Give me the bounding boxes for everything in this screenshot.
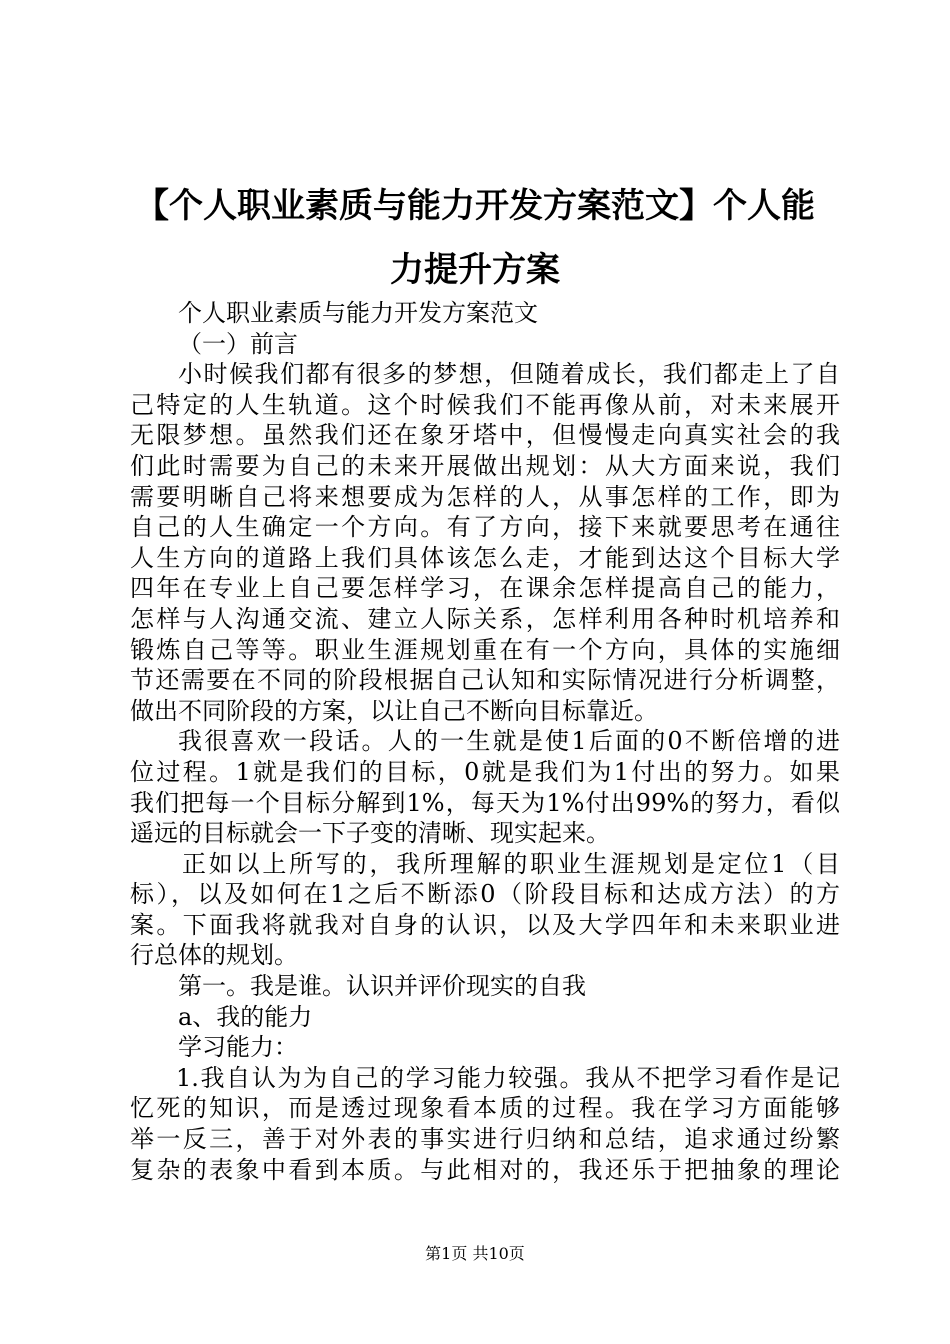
document-title-line-2: 力提升方案 xyxy=(390,250,560,290)
paragraph-line: 锻炼自己等等。职业生涯规划重在有一个方向，具体的实施细 xyxy=(130,635,840,664)
paragraph-line: 做出不同阶段的方案，以让自己不断向目标靠近。 xyxy=(130,696,658,725)
paragraph-line: 举一反三，善于对外表的事实进行归纳和总结，追求通过纷繁 xyxy=(130,1125,840,1154)
paragraph-line: 无限梦想。虽然我们还在象牙塔中，但慢慢走向真实社会的我 xyxy=(130,421,840,450)
subsection-heading-ability: a、我的能力 xyxy=(178,1002,313,1031)
paragraph-line: 标），以及如何在1之后不断添0（阶段目标和达成方法）的方 xyxy=(130,880,840,909)
paragraph-line: 复杂的表象中看到本质。与此相对的，我还乐于把抽象的理论 xyxy=(130,1155,840,1184)
paragraph-line: 们此时需要为自己的未来开展做出规划：从大方面来说，我们 xyxy=(130,451,840,480)
document-title-line-1: 【个人职业素质与能力开发方案范文】个人能 xyxy=(135,186,815,226)
paragraph-line: 我们把每一个目标分解到1%，每天为1%付出99%的努力，看似 xyxy=(130,788,840,817)
paragraph-line: 行总体的规划。 xyxy=(130,941,298,970)
paragraph-line: 人生方向的道路上我们具体该怎么走，才能到达这个目标大学 xyxy=(130,543,840,572)
paragraph-line: 我很喜欢一段话。人的一生就是使1后面的0不断倍增的进 xyxy=(178,727,840,756)
paragraph-line: 遥远的目标就会一下子变的清晰、现实起来。 xyxy=(130,819,610,848)
paragraph-line: 怎样与人沟通交流、建立人际关系，怎样利用各种时机培养和 xyxy=(130,604,840,633)
paragraph-line: 正如以上所写的，我所理解的职业生涯规划是定位1（目 xyxy=(182,849,840,878)
paragraph-line: 己特定的人生轨道。这个时候我们不能再像从前，对未来展开 xyxy=(130,390,840,419)
subtitle: 个人职业素质与能力开发方案范文 xyxy=(178,299,538,327)
section-heading-who-am-i: 第一。我是谁。认识并评价现实的自我 xyxy=(178,972,586,1001)
page-number-footer: 第1页 共10页 xyxy=(425,1244,525,1263)
document-body xyxy=(130,298,840,1185)
paragraph-line: 位过程。1就是我们的目标，0就是我们为1付出的努力。如果 xyxy=(130,757,840,786)
subsection-heading-learning: 学习能力： xyxy=(178,1033,298,1062)
paragraph-line: 案。下面我将就我对自身的认识，以及大学四年和未来职业进 xyxy=(130,910,840,939)
paragraph-line: 忆死的知识，而是透过现象看本质的过程。我在学习方面能够 xyxy=(130,1094,840,1123)
paragraph-line: 四年在专业上自己要怎样学习，在课余怎样提高自己的能力， xyxy=(130,574,840,603)
paragraph-line: 需要明晰自己将来想要成为怎样的人，从事怎样的工作，即为 xyxy=(130,482,840,511)
paragraph-line: 小时候我们都有很多的梦想，但随着成长，我们都走上了自 xyxy=(178,360,840,389)
paragraph-line: 自己的人生确定一个方向。有了方向，接下来就要思考在通往 xyxy=(130,513,840,542)
paragraph-line: 1.我自认为为自己的学习能力较强。我从不把学习看作是记 xyxy=(176,1063,840,1092)
section-heading-preface: （一）前言 xyxy=(178,329,298,358)
paragraph-line: 节还需要在不同的阶段根据自己认知和实际情况进行分析调整， xyxy=(130,666,840,695)
